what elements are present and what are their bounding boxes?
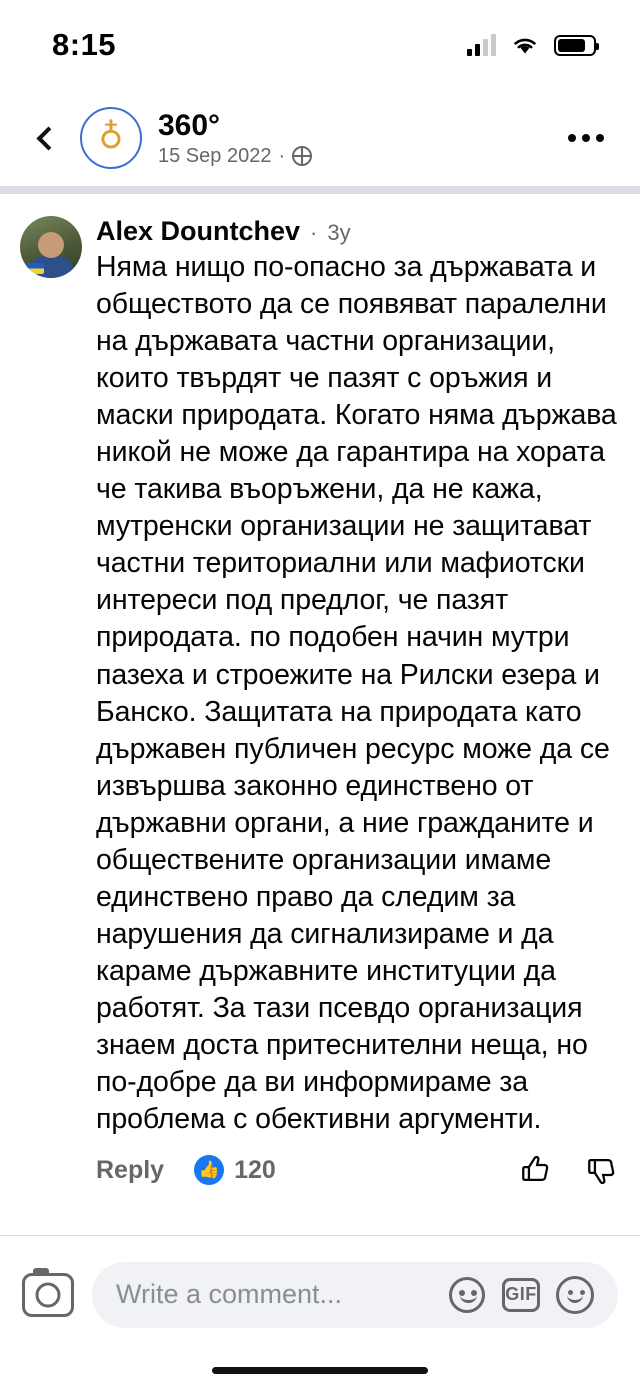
back-button[interactable] (22, 114, 70, 162)
comment-separator: · (310, 220, 318, 245)
more-options-icon[interactable] (560, 112, 612, 164)
header-text (158, 109, 560, 168)
wifi-icon (510, 34, 540, 56)
sticker-icon[interactable] (448, 1276, 486, 1314)
section-divider (0, 186, 640, 194)
comment-input[interactable]: Write a comment... (116, 1279, 343, 1309)
thumbs-up-icon[interactable] (518, 1152, 554, 1188)
page-avatar-glyph (82, 121, 140, 155)
thumbs-down-icon[interactable] (584, 1152, 620, 1188)
like-count-label: 120 (234, 1155, 276, 1184)
comment-actions (96, 1152, 620, 1188)
status-bar (0, 0, 640, 90)
gif-icon[interactable] (502, 1276, 540, 1314)
page-avatar-glyph-top: ♁ (98, 119, 124, 156)
comment-thread (0, 194, 640, 1235)
camera-icon[interactable] (22, 1273, 74, 1317)
post-meta (158, 144, 560, 168)
comment-meta (96, 216, 620, 247)
status-indicators (467, 34, 596, 56)
comment-text: Няма нищо по-опасно за държавата и обществото да се появяват паралелни на държавата частни организации, които твърдят че пазят с оръжия и маски природата. Когато няма държава никой не може да гарантира на хората че такива въоръжени, да не кажа, мутренски организации не защитават частни териториални или мафиотски интереси под предлог, че пазят природата. по подобен начин мутри пазеха и строежите на Рилски езера и Банско. Защитата на природата като държавен публичен ресурс може да се извършва законно единствено от държавни органи, а ние гражданите и обществените организации имаме единствено право да следим за нарушения да сигнализираме и да караме държавните институции да работят. За тази псевдо организация знаем доста притеснителни неща, но по-добре да ви информираме за проблема с обективни аргументи. (96, 251, 617, 1136)
composer-icons (448, 1276, 594, 1314)
post-header (0, 90, 640, 186)
cellular-signal-icon (467, 34, 496, 56)
battery-icon (554, 35, 596, 56)
emoji-icon[interactable] (556, 1276, 594, 1314)
page-avatar[interactable] (80, 107, 142, 169)
meta-separator: · (278, 144, 286, 167)
status-time: 8:15 (52, 27, 117, 62)
globe-icon (292, 146, 312, 166)
post-date: 15 Sep 2022 (158, 144, 272, 167)
comment-author[interactable]: Alex Dountchev (96, 216, 301, 246)
home-indicator (0, 1353, 640, 1387)
comment-composer (0, 1235, 640, 1353)
reply-button[interactable]: Reply (96, 1155, 165, 1184)
like-count[interactable] (194, 1155, 276, 1185)
comment-body (96, 216, 620, 1235)
avatar[interactable] (20, 216, 82, 278)
gif-label: GIF (502, 1278, 540, 1312)
comment-timestamp: 3y (327, 220, 351, 245)
like-thumb-icon: 👍 (194, 1155, 224, 1185)
comment-input-wrapper[interactable] (92, 1262, 618, 1328)
back-chevron-icon (36, 126, 60, 150)
page-title[interactable]: 360° (158, 108, 221, 142)
